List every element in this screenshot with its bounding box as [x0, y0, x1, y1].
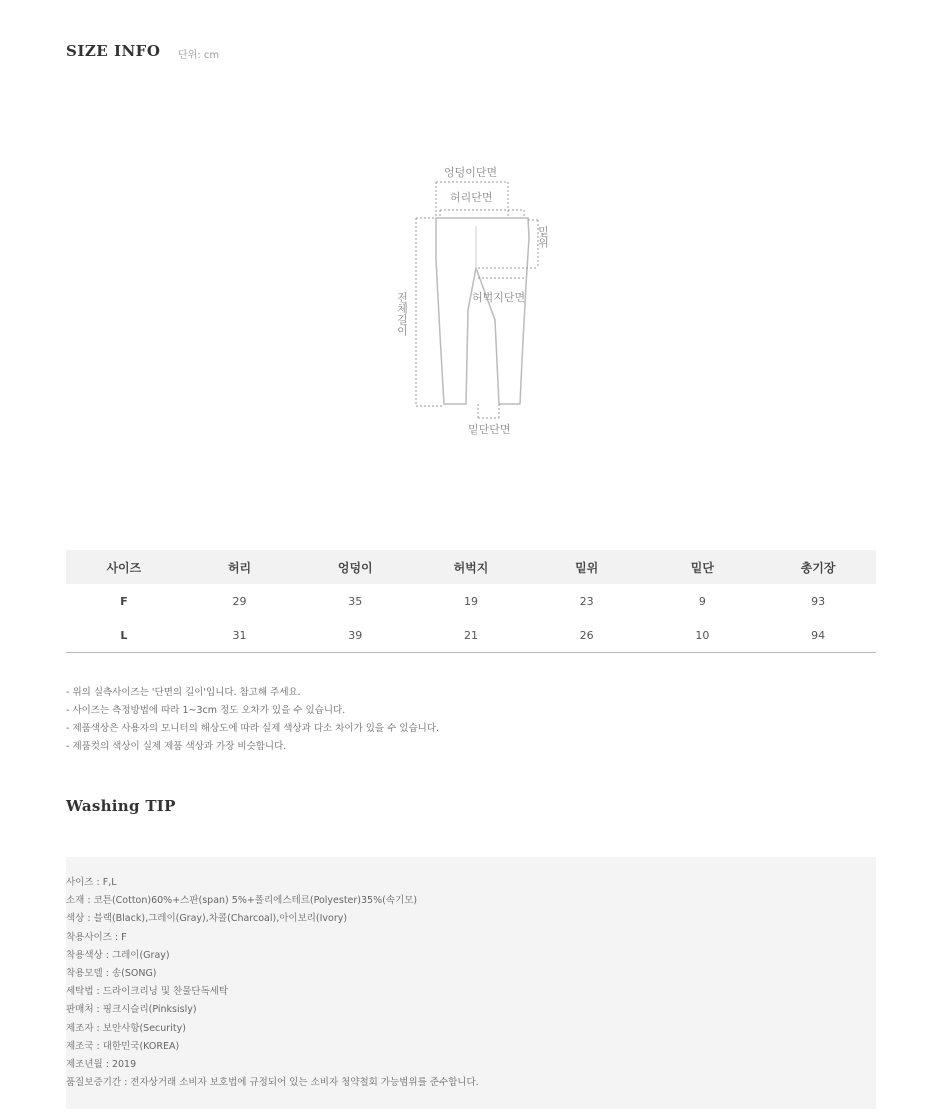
info-line: 제조국 : 대한민국(KOREA) — [66, 1040, 180, 1052]
table-cell: 31 — [182, 618, 298, 653]
info-line: 착용사이즈 : F — [66, 931, 127, 943]
table-header-row — [66, 550, 876, 584]
label-hip: 엉덩이단면 — [444, 166, 498, 179]
info-line: 사이즈 : F,L — [66, 877, 117, 888]
table-cell: 29 — [232, 594, 247, 608]
info-line: 착용색상 : 그레이(Gray) — [66, 949, 170, 961]
size-name-cell: L — [66, 618, 182, 653]
header-thigh: 허벅지 — [413, 550, 529, 584]
info-line: 품질보증기간 : 전자상거래 소비자 보호법에 규정되어 있는 소비자 청약철회 가능범위를 준수합니다. — [66, 1077, 479, 1089]
info-line: 색상 : 블랙(Black),그레이(Gray),차콜(Charcoal),아이보리(Ivory) — [66, 913, 348, 925]
size-info-title: SIZE INFO — [66, 42, 161, 60]
table-cell: 35 — [348, 594, 363, 608]
info-line: 제조자 : 보안사항(Security) — [66, 1022, 186, 1034]
pants-measurement-diagram — [380, 160, 560, 440]
header-size: 사이즈 — [66, 550, 182, 584]
header-hip: 엉덩이 — [297, 550, 413, 584]
header-hem: 밑단 — [645, 550, 761, 584]
washing-tip-title: Washing TIP — [66, 797, 176, 815]
info-line: 제조년월 : 2019 — [66, 1059, 137, 1071]
table-cell: 10 — [645, 618, 761, 653]
note-line: - 제품색상은 사용자의 모니터의 해상도에 따라 실제 색상과 다소 차이가 있을 수 있습니다. — [66, 723, 440, 734]
note-line: - 사이즈는 측정방법에 따라 1~3cm 정도 오차가 있을 수 있습니다. — [66, 705, 346, 716]
label-length: 전체길이 — [395, 292, 409, 336]
product-info-box — [66, 857, 876, 1109]
info-line: 세탁법 : 드라이크리닝 및 찬물단독세탁 — [66, 986, 229, 998]
info-line: 소재 : 코튼(Cotton)60%+스판(span) 5%+폴리에스테르(Polyester)35%(속기모) — [66, 895, 418, 907]
pants-outline — [436, 218, 529, 404]
note-line: - 위의 실측사이즈는 '단면의 길이'입니다. 참고해 주세요. — [66, 687, 301, 698]
table-row — [66, 618, 876, 653]
table-cell: 94 — [760, 618, 876, 653]
size-notes — [66, 684, 439, 756]
header-rise: 밑위 — [529, 550, 645, 584]
table-cell: 23 — [579, 594, 594, 608]
table-cell: 93 — [811, 594, 826, 608]
table-cell: 39 — [297, 618, 413, 653]
unit-label: 단위: cm — [178, 50, 220, 61]
table-cell: 21 — [413, 618, 529, 653]
label-hem: 밑단단면 — [468, 423, 511, 436]
label-waist: 허리단면 — [450, 191, 493, 204]
header-total-length: 총기장 — [760, 550, 876, 584]
table-row — [66, 584, 876, 618]
size-table — [66, 550, 876, 653]
size-name-cell: F — [120, 594, 128, 608]
label-thigh: 허벅지단면 — [472, 291, 526, 304]
table-cell: 19 — [463, 594, 478, 608]
info-line: 착용모델 : 송(SONG) — [66, 968, 157, 980]
table-cell: 26 — [529, 618, 645, 653]
info-line: 판매처 : 핑크시슬리(Pinksisly) — [66, 1004, 197, 1016]
table-cell: 9 — [698, 594, 706, 608]
label-rise: 밑위 — [536, 226, 550, 248]
header-waist: 허리 — [182, 550, 298, 584]
note-line: - 제품컷의 색상이 실제 제품 색상과 가장 비슷합니다. — [66, 741, 287, 752]
